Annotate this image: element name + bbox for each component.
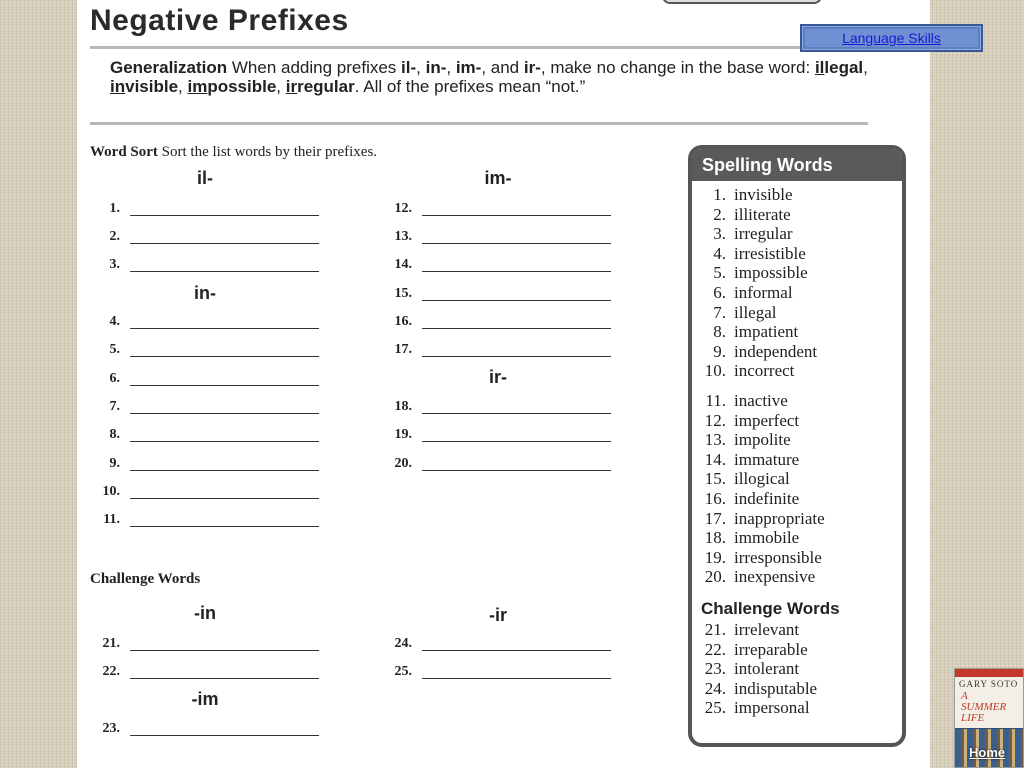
home-link[interactable]: Home: [969, 745, 1006, 760]
book-author: GARY SOTO: [959, 679, 1019, 689]
spelling-word-item: 6. informal: [713, 283, 793, 302]
spelling-word-item: 19. irresponsible: [704, 547, 822, 567]
book-title: A SUMMER LIFE: [961, 690, 1007, 724]
generalization-rule: [90, 122, 868, 125]
spelling-word-item: 18. immobile: [704, 528, 800, 548]
heading-im: im-: [484, 168, 512, 188]
spelling-word-item: 16. indefinite: [704, 489, 800, 508]
spelling-words-header: Spelling Words: [692, 149, 902, 181]
book-cover-home-link[interactable]: [954, 668, 1024, 768]
heading-challenge-in: -in: [194, 603, 216, 623]
challenge-word-item: 23. intolerant: [704, 659, 800, 679]
generalization-text: Generalization When adding prefixes il-, in-, im-, and ir-, make no change in the base word: illegal, invisible, impossible, irregular. All of the prefixes mean “not.”: [110, 58, 868, 96]
challenge-word-item: 24. indisputable: [704, 678, 818, 698]
book-cover-strip: [955, 669, 1024, 677]
page-tab-decoration: [662, 0, 822, 4]
spelling-word-item: 17. inappropriate: [704, 508, 825, 528]
spelling-word-item: 10. incorrect: [704, 361, 795, 381]
challenge-words-label: Challenge Words: [90, 571, 201, 587]
spelling-word-item: 4. irresistible: [713, 243, 806, 263]
spelling-word-item: 7. illegal: [713, 302, 777, 322]
spelling-word-item: 3. irregular: [713, 224, 793, 244]
spelling-word-item: 12. imperfect: [704, 410, 800, 430]
spelling-word-item: 20. inexpensive: [704, 567, 816, 587]
spelling-word-item: 13. impolite: [704, 430, 791, 450]
heading-ir: ir-: [489, 367, 507, 387]
spelling-word-item: 9. independent: [713, 341, 818, 361]
title-rule: [90, 46, 868, 49]
spelling-word-item: 8. impatient: [713, 322, 799, 342]
challenge-word-item: 21. irrelevant: [704, 620, 800, 639]
generalization-label: Generalization: [110, 58, 228, 77]
spelling-word-item: 2. illiterate: [713, 204, 791, 224]
challenge-word-item: 22. irreparable: [704, 639, 808, 659]
heading-challenge-ir: -ir: [489, 605, 507, 625]
heading-in: in-: [194, 283, 216, 303]
language-skills-button[interactable]: [800, 24, 983, 52]
spelling-word-item: 15. illogical: [704, 469, 790, 489]
spelling-words-box: [688, 145, 906, 747]
spelling-word-item: 1. invisible: [713, 185, 793, 204]
word-sort-instructions: [90, 144, 377, 161]
challenge-word-item: 25. impersonal: [704, 698, 810, 718]
spelling-word-item: 11. inactive: [705, 391, 788, 410]
word-sort-label: Word Sort: [90, 144, 158, 160]
word-sort-instruction: Sort the list words by their prefixes.: [161, 144, 378, 160]
heading-challenge-im: -im: [191, 689, 219, 709]
worksheet-page: Negative Prefixes Generalization When adding prefixes il-, in-, im-, and ir-, make no change in the base word: illegal, invisible, impossible, irregular. All of the prefixes mean “not.” Word Sort Sort the list words by their prefixes. il- im- in- ir- 1. 2. 3. 4. 5. 6. 7. 8. 9. 10. 11. 12. 13. 14. 15. 16. 17. 18. 19. 20. Challenge Words -in -ir -im 21. 22. 23. 24. 25. Spelling Words 1. invisible 2. illiterate 3. irregular 4. irresistible 5. impossible 6. informal 7. illegal 8. impatient 9. independent 10. incorrect 11. inactive 12. imperfect 13. impolite 14. immature 15. illogical 16. indefinite 17. inappropriate 18. immobile 19. irresponsible 20. inexpensive Challenge Words 21. irrelevant 22. irreparable 23. intolerant 24. indisputable 25. impersonal: [77, 0, 930, 768]
spelling-word-item: 14. immature: [704, 449, 800, 469]
page-title: Negative Prefixes: [90, 4, 349, 37]
spelling-word-item: 5. impossible: [713, 263, 808, 283]
language-skills-link[interactable]: Language Skills: [805, 29, 978, 47]
spelling-words-list: [692, 181, 902, 743]
box-challenge-words-header: Challenge Words: [701, 599, 840, 618]
heading-il: il-: [197, 168, 213, 188]
